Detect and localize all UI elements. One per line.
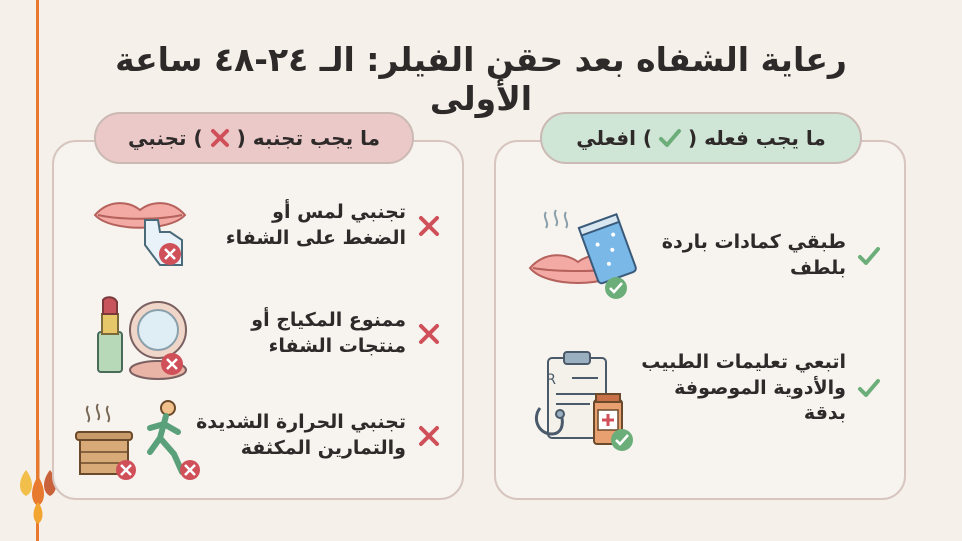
avoid-item-3-line1: تجنبي الحرارة الشديدة xyxy=(196,411,406,433)
check-icon xyxy=(658,127,682,149)
cross-icon xyxy=(209,127,231,149)
check-icon xyxy=(856,375,882,401)
makeup-icon xyxy=(92,292,192,382)
avoid-heading-before: ما يجب تجنبه ( xyxy=(236,126,380,150)
do-item-2-line2: والأدوية الموصوفة xyxy=(674,376,846,399)
do-item-2-line1: اتبعي تعليمات الطبيب xyxy=(641,351,846,373)
cold-compress-icon xyxy=(526,206,646,302)
touch-lips-icon xyxy=(90,190,190,270)
svg-text:R: R xyxy=(546,372,556,388)
avoid-item-1-line1: تجنبي لمس أو xyxy=(272,201,406,223)
page-title: رعاية الشفاه بعد حقن الفيلر: الـ ٢٤-٤٨ ساعة الأولى xyxy=(115,40,847,118)
do-heading-before: ما يجب فعله ( xyxy=(688,126,826,150)
do-heading xyxy=(540,112,862,164)
avoid-item-3 xyxy=(196,410,442,461)
do-item-1-line2: بلطف xyxy=(789,256,846,279)
avoid-item-2-line2: منتجات الشفاء xyxy=(268,334,406,357)
cross-icon xyxy=(416,213,442,239)
avoid-item-1-line2: الضغط على الشفاء xyxy=(225,226,406,249)
sauna-exercise-icon xyxy=(70,398,210,486)
do-item-1-line1: طبقي كمادات باردة xyxy=(661,231,846,253)
do-item-2 xyxy=(641,350,882,427)
do-item-1 xyxy=(662,230,882,281)
do-heading-after: ) افعلي xyxy=(576,126,653,150)
avoid-item-2-line1: ممنوع المكياج أو xyxy=(251,309,406,331)
avoid-item-2 xyxy=(251,308,442,359)
avoid-item-3-line2: والتمارين المكثفة xyxy=(240,436,406,459)
avoid-heading-after: ) تجنبي xyxy=(128,126,203,150)
do-item-2-line3: بدقة xyxy=(803,402,846,425)
avoid-item-1 xyxy=(226,200,442,251)
cross-icon xyxy=(416,423,442,449)
check-icon xyxy=(856,243,882,269)
cross-icon xyxy=(416,321,442,347)
avoid-heading xyxy=(94,112,414,164)
prescription-icon xyxy=(530,348,640,460)
